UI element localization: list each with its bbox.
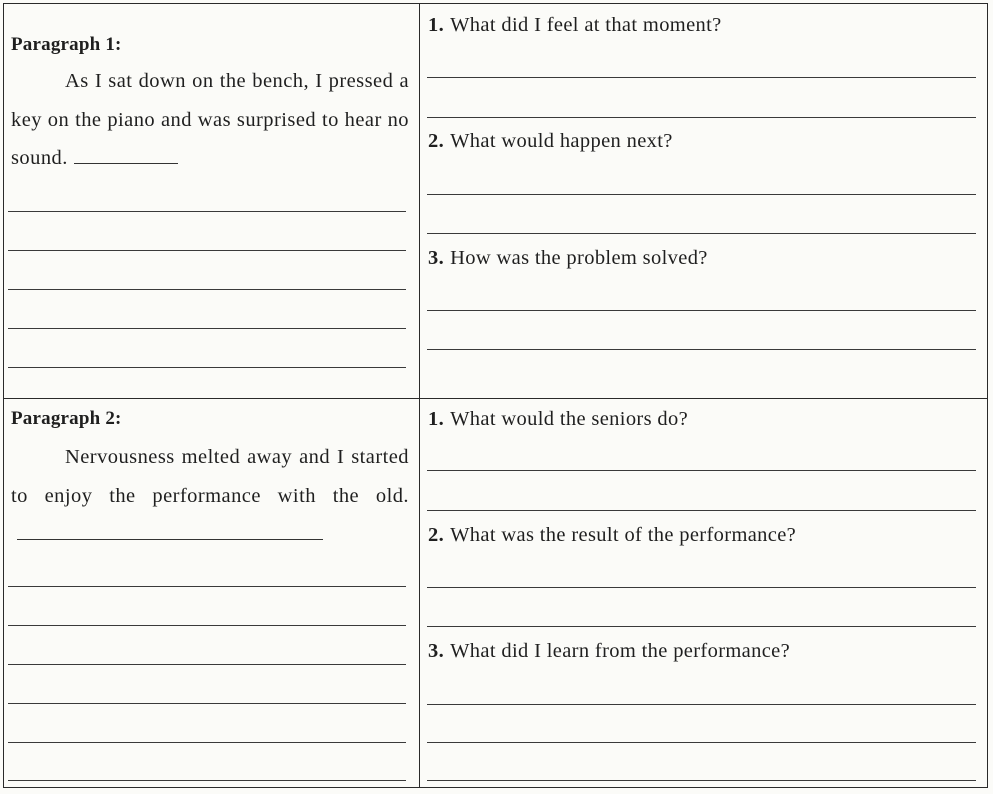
paragraph-2-writing-line[interactable] [8, 703, 406, 704]
paragraph-2-writing-line[interactable] [8, 586, 406, 587]
answer-line[interactable] [427, 626, 976, 627]
answer-line[interactable] [427, 510, 976, 511]
paragraph-2-text-block [11, 438, 409, 554]
answer-line[interactable] [427, 194, 976, 195]
question-2-3: 3. What did I learn from the performance? [428, 640, 791, 662]
answer-line[interactable] [427, 117, 976, 118]
paragraph-2-writing-line[interactable] [8, 742, 406, 743]
answer-line[interactable] [427, 742, 976, 743]
question-1-2: 2. What would happen next? [428, 130, 673, 152]
column-divider [419, 4, 420, 787]
answer-line[interactable] [427, 310, 976, 311]
paragraph-2-writing-line[interactable] [8, 780, 406, 781]
answer-line[interactable] [427, 470, 976, 471]
paragraph-2-writing-line[interactable] [8, 664, 406, 665]
question-2-1: 1. What would the seniors do? [428, 408, 689, 430]
answer-line[interactable] [427, 704, 976, 705]
question-2-2: 2. What was the result of the performance? [428, 524, 797, 546]
answer-line[interactable] [427, 349, 976, 350]
paragraph-1-writing-line[interactable] [8, 250, 406, 251]
paragraph-2-writing-line[interactable] [8, 625, 406, 626]
paragraph-1-writing-blank[interactable] [74, 162, 178, 164]
question-1-3: 3. How was the problem solved? [428, 247, 708, 269]
paragraph-1-writing-line[interactable] [8, 289, 406, 290]
answer-line[interactable] [427, 77, 976, 78]
paragraph-2-text: Nervousness melted away and I started to enjoy the performance with the old. [11, 446, 409, 507]
question-1-1: 1. What did I feel at that moment? [428, 14, 722, 36]
paragraph-1-text: As I sat down on the bench, I pressed a key on the piano and was surprised to hear no sound. [11, 70, 409, 169]
answer-line[interactable] [427, 587, 976, 588]
paragraph-1-writing-line[interactable] [8, 211, 406, 212]
paragraph-1-label: Paragraph 1: [11, 34, 122, 55]
answer-line[interactable] [427, 233, 976, 234]
paragraph-1-writing-line[interactable] [8, 328, 406, 329]
row-divider [4, 398, 987, 399]
paragraph-2-writing-blank[interactable] [17, 538, 323, 540]
answer-line[interactable] [427, 780, 976, 781]
paragraph-1-writing-line[interactable] [8, 367, 406, 368]
paragraph-2-label: Paragraph 2: [11, 408, 122, 429]
paragraph-1-text-block [11, 62, 409, 178]
